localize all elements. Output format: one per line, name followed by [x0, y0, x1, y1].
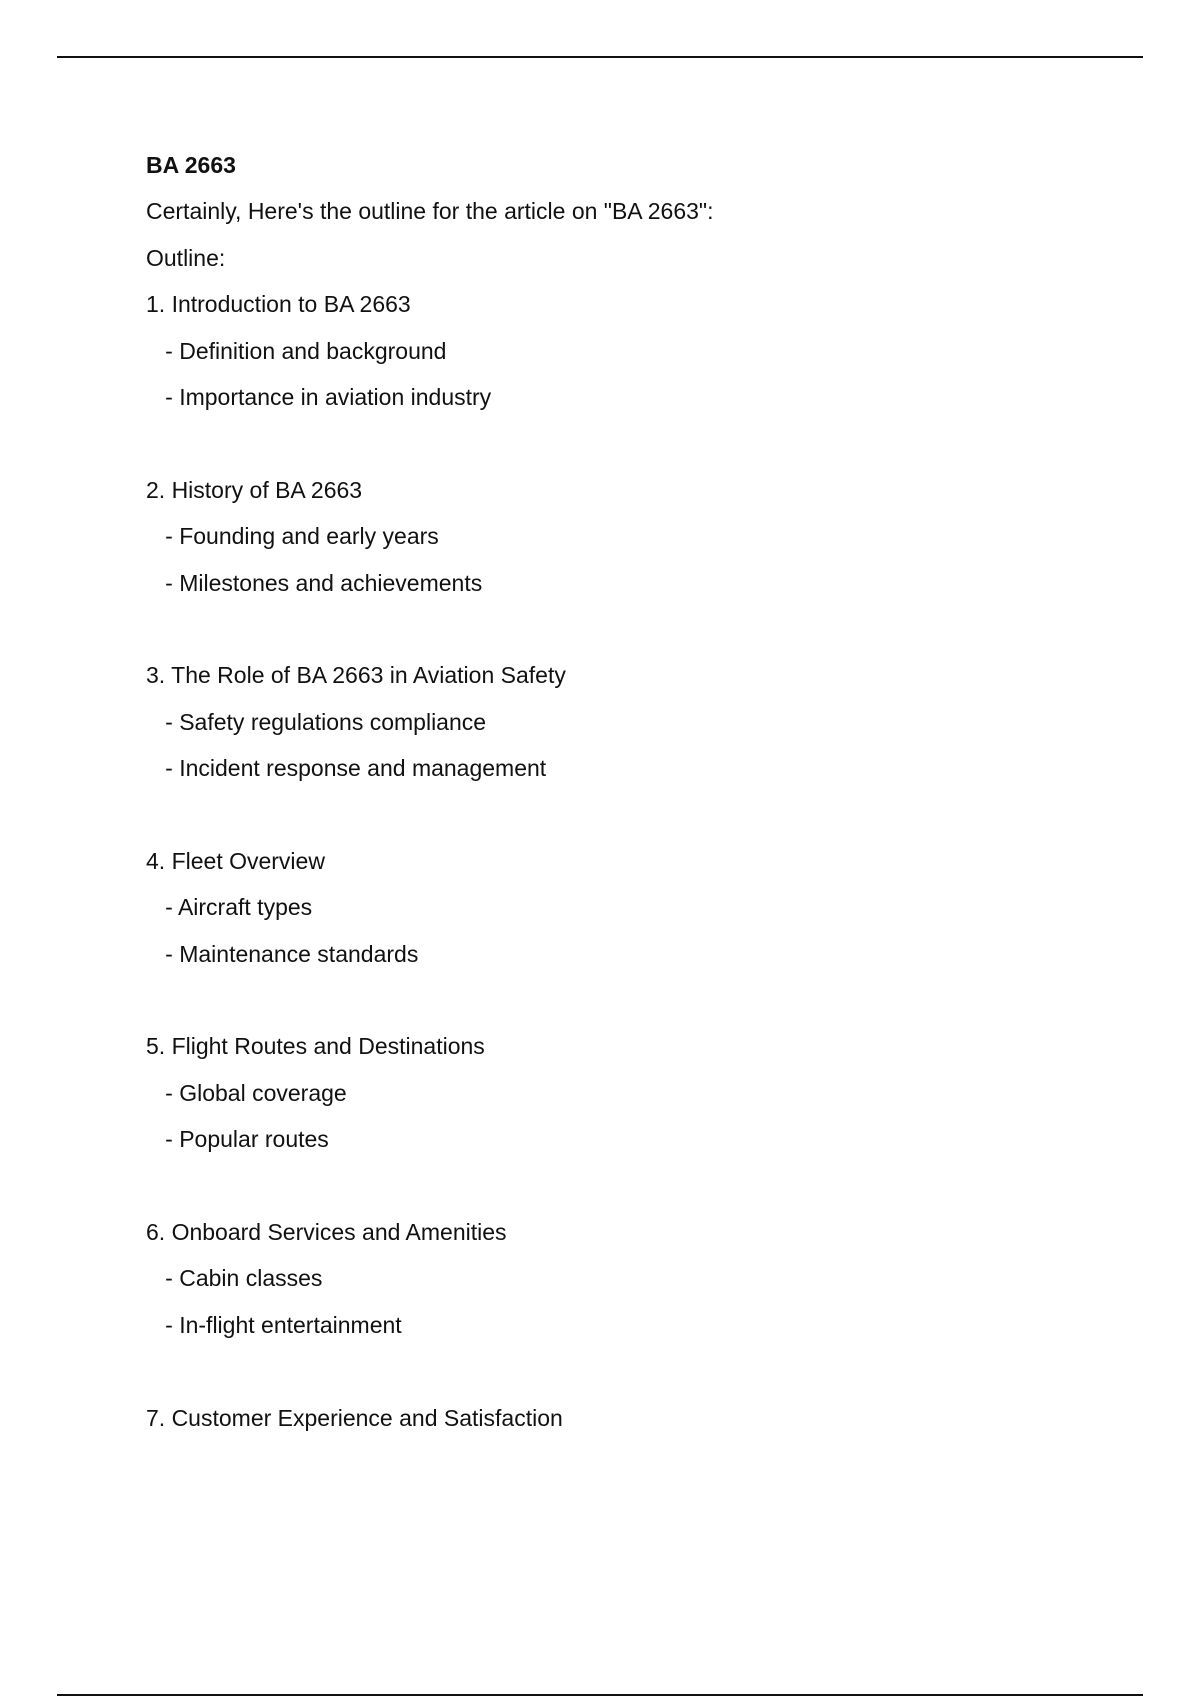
section-spacer: [146, 977, 1106, 1023]
outline-section: [146, 467, 1106, 606]
section-item: - Global coverage: [146, 1079, 347, 1106]
section-item: - Maintenance standards: [146, 940, 419, 967]
outline-section: [146, 652, 1106, 791]
section-spacer: [146, 606, 1106, 652]
outline-section: [146, 1209, 1106, 1348]
section-heading: 6. Onboard Services and Amenities: [146, 1218, 507, 1245]
section-item: - Milestones and achievements: [146, 569, 483, 596]
section-item: - Aircraft types: [146, 894, 313, 921]
outline-section: [146, 1023, 1106, 1162]
section-item: - Safety regulations compliance: [146, 708, 487, 735]
intro-text: Certainly, Here's the outline for the article on "BA 2663":: [146, 198, 714, 225]
document-title: BA 2663: [146, 152, 236, 178]
outline-label: Outline:: [146, 244, 226, 271]
section-spacer: [146, 1163, 1106, 1209]
document-body: [146, 142, 1106, 1441]
section-item: - Popular routes: [146, 1126, 329, 1153]
section-heading: 3. The Role of BA 2663 in Aviation Safety: [146, 662, 566, 689]
section-item: - Incident response and management: [146, 755, 547, 782]
section-heading: 5. Flight Routes and Destinations: [146, 1033, 485, 1060]
section-item: - Importance in aviation industry: [146, 383, 492, 410]
section-spacer: [146, 1348, 1106, 1394]
section-item: - Cabin classes: [146, 1265, 323, 1292]
section-item: - Definition and background: [146, 337, 447, 364]
outline-section: [146, 838, 1106, 977]
section-heading: 1. Introduction to BA 2663: [146, 291, 411, 318]
section-spacer: [146, 420, 1106, 466]
bottom-rule: [57, 1694, 1143, 1696]
section-item: - In-flight entertainment: [146, 1311, 402, 1338]
top-rule: [57, 56, 1143, 58]
outline-section: [146, 1395, 1106, 1441]
outline-section: [146, 281, 1106, 420]
section-heading: 4. Fleet Overview: [146, 847, 325, 874]
section-heading: 2. History of BA 2663: [146, 476, 363, 503]
section-item: - Founding and early years: [146, 523, 439, 550]
section-spacer: [146, 791, 1106, 837]
section-heading: 7. Customer Experience and Satisfaction: [146, 1404, 563, 1431]
